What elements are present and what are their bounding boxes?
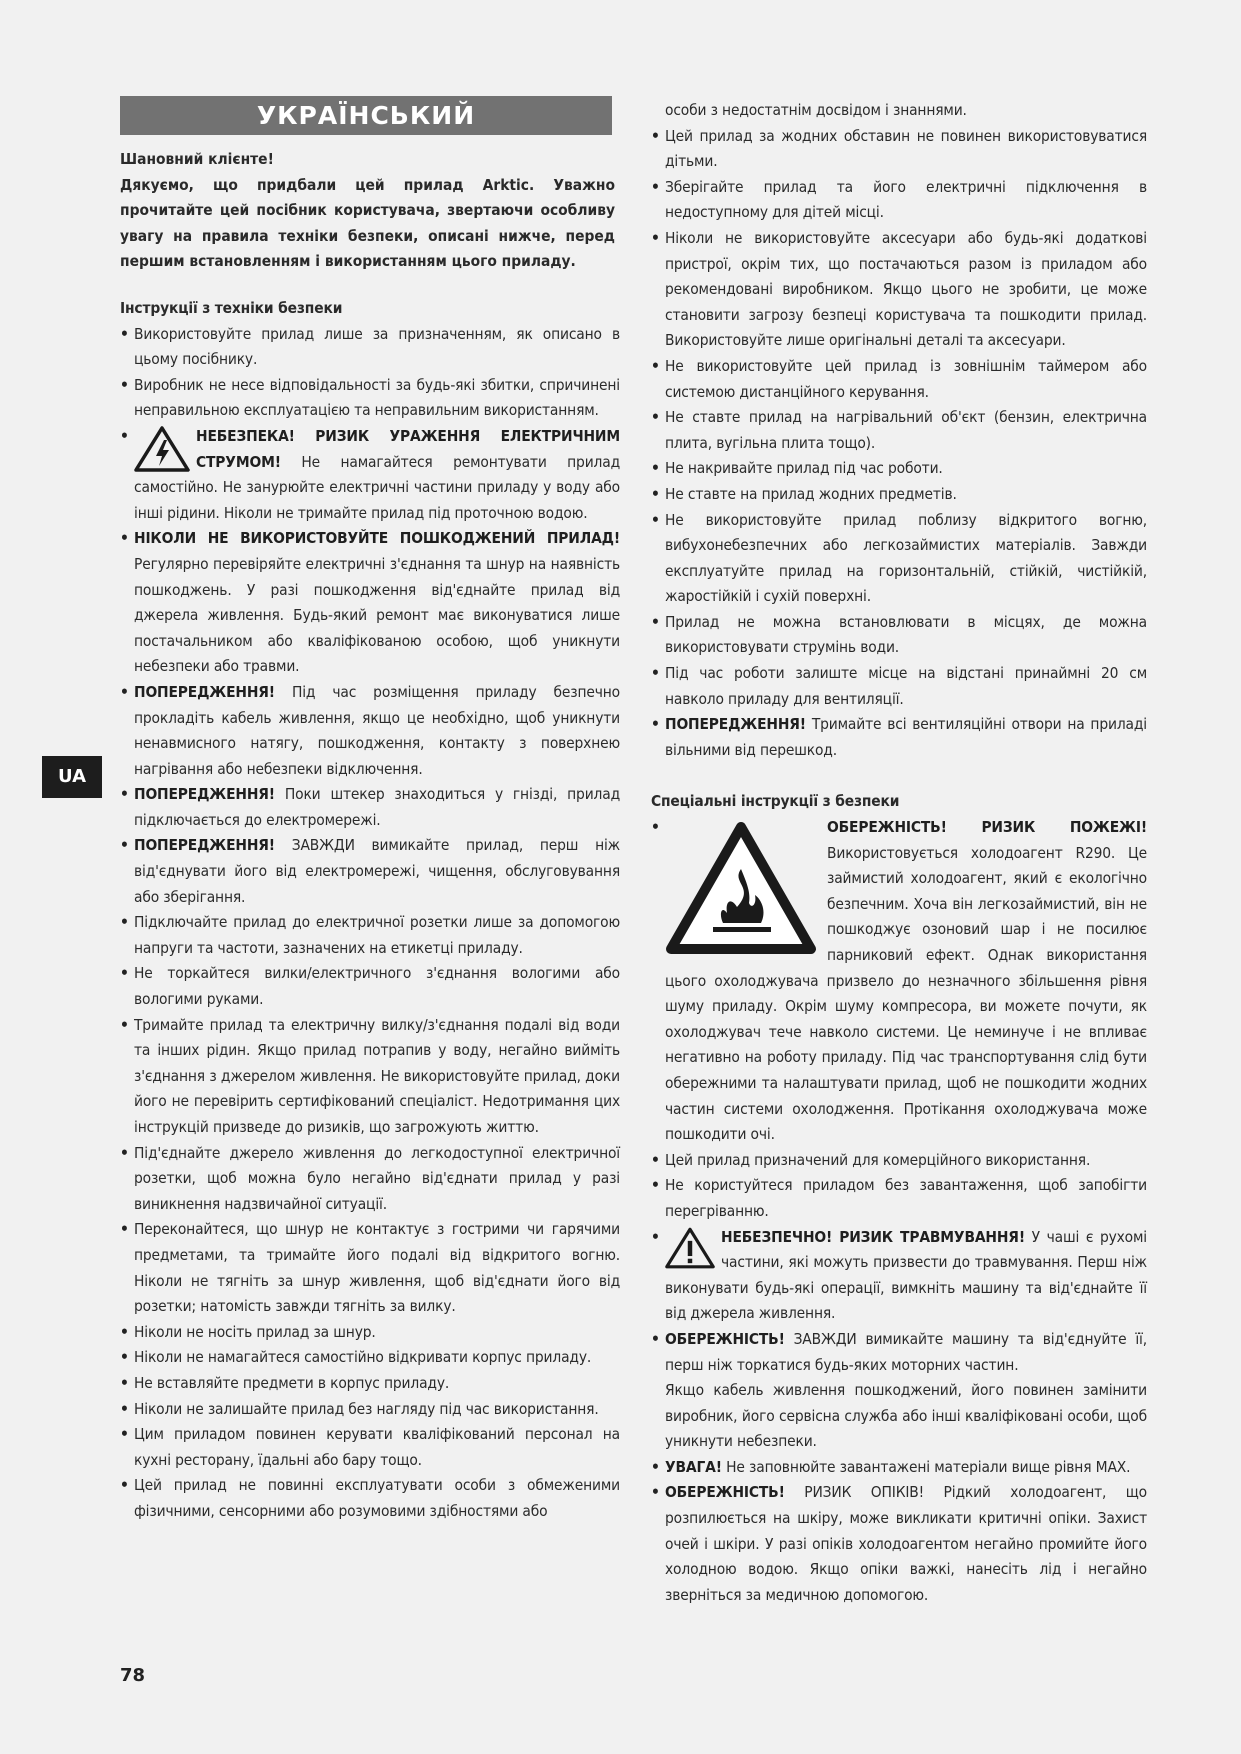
fire-warning-label: ОБЕРЕЖНІСТЬ! РИЗИК ПОЖЕЖІ! xyxy=(827,818,1147,837)
right-safety-list xyxy=(651,124,1147,764)
salutation: Шановний клієнте! xyxy=(120,150,274,168)
page-title: УКРАЇНСЬКИЙ xyxy=(120,96,612,135)
greeting-block xyxy=(120,147,615,275)
flammable-warning-icon xyxy=(665,821,817,956)
list-item: • Тримайте прилад та електричну вилку/з'єднання подалі від води та інших рідин. Якщо прилад потрапив у воду, негайно вийміть з'єднання з джерелом живлення. Не використовуйте прилад, доки його не перевірить сертифікований спеціаліст. Недотримання цих інструкцій призведе до ризиків, що загрожують життю. xyxy=(120,1013,620,1141)
list-item: • Не користуйтеся приладом без завантаження, щоб запобігти перегріванню. xyxy=(651,1173,1147,1224)
list-item: • Не торкайтеся вилки/електричного з'єднання вологими або вологими руками. xyxy=(120,961,620,1012)
attention-label: УВАГА! xyxy=(665,1457,722,1476)
warning-text: ЗАВЖДИ вимикайте прилад, перш ніж від'єднувати його від електромережі, чищення, обслуговування або зберігання. xyxy=(134,836,620,906)
list-item: • Під час роботи залиште місце на відстані принаймні 20 см навколо приладу для вентиляції. xyxy=(651,661,1147,712)
list-item: • Цим приладом повинен керувати кваліфікований персонал на кухні ресторану, їдальні або бару тощо. xyxy=(120,1422,620,1473)
list-item: • Не накривайте прилад під час роботи. xyxy=(651,456,1147,482)
list-item xyxy=(651,815,1147,1148)
list-item xyxy=(120,782,620,833)
special-title: Спеціальні інструкції з безпеки xyxy=(651,792,900,811)
list-item xyxy=(120,526,620,680)
right-column xyxy=(651,98,1147,1608)
list-item: • Не ставте прилад на нагрівальний об'єкт (бензин, електрична плита, вугільна плита тощо). xyxy=(651,405,1147,456)
list-item xyxy=(651,1455,1147,1481)
list-item: • Не використовуйте прилад поблизу відкритого вогню, вибухонебезпечних або легкозаймистих матеріалів. Завжди експлуатуйте прилад на горизонтальній, стійкій, чистійкій, жаростійкій і сухій поверхні. xyxy=(651,508,1147,610)
list-item: • Ніколи не залишайте прилад без нагляду під час використання. xyxy=(120,1397,620,1423)
list-item xyxy=(651,1327,1147,1378)
list-item: • Зберігайте прилад та його електричні підключення в недоступному для дітей місці. xyxy=(651,175,1147,226)
safety-title: Інструкції з техніки безпеки xyxy=(120,299,343,317)
list-item: • Ніколи не намагайтеся самостійно відкривати корпус приладу. xyxy=(120,1345,620,1371)
warning-text: Поки штекер знаходиться у гнізді, прилад підключається до електромережі. xyxy=(134,785,620,829)
safety-list xyxy=(120,322,620,1525)
language-tab: UA xyxy=(42,756,102,798)
warning-text: Під час розміщення приладу безпечно прокладіть кабель живлення, якщо це необхідно, щоб уникнути ненавмисного натягу, пошкодження, контакту з поверхнею нагрівання або небезпеки відключення. xyxy=(134,682,620,778)
list-item: • Підключайте прилад до електричної розетки лише за допомогою напруги та частоти, зазначених на етикетці приладу. xyxy=(120,910,620,961)
list-item xyxy=(120,680,620,782)
final-list xyxy=(651,1455,1147,1609)
warning-label: НЕБЕЗПЕКА! РИЗИК УРАЖЕННЯ ЕЛЕКТРИЧНИМ СТРУМОМ! xyxy=(196,426,620,471)
list-item: • Переконайтеся, що шнур не контактує з гострими чи гарячими предметами, та тримайте його подалі від відкритого вогню. Ніколи не тягніть за шнур живлення, щоб від'єднати його від розетки; натомість завжди тягніть за вилку. xyxy=(120,1217,620,1319)
intro-paragraph: Дякуємо, що придбали цей прилад Arktic. Уважно прочитайте цей посібник користувача, звертаючи особливу увагу на правила техніки безпеки, описані нижче, перед першим встановленням і використанням цього приладу. xyxy=(120,175,615,271)
list-item xyxy=(651,1480,1147,1608)
warning-text: Тримайте всі вентиляційні отвори на приладі вільними від перешкод. xyxy=(665,715,1147,759)
list-item xyxy=(120,424,620,526)
caution-text: ЗАВЖДИ вимикайте машину та від'єднуйте її, перш ніж торкатися будь-яких моторних частин. xyxy=(665,1329,1147,1374)
warning-label: ПОПЕРЕДЖЕННЯ! xyxy=(134,785,275,804)
warning-label: ПОПЕРЕДЖЕННЯ! xyxy=(134,836,275,855)
list-item: • Не вставляйте предмети в корпус приладу. xyxy=(120,1371,620,1397)
warning-label: НІКОЛИ НЕ ВИКОРИСТОВУЙТЕ ПОШКОДЖЕНИЙ ПРИЛАД! xyxy=(134,529,620,548)
caution-label: ОБЕРЕЖНІСТЬ! xyxy=(665,1483,785,1502)
list-item: • Цей прилад за жодних обставин не повинен використовуватися дітьми. xyxy=(651,124,1147,175)
warning-text: Регулярно перевіряйте електричні з'єднання та шнур на наявність пошкоджень. У разі пошкодження від'єднайте прилад від джерела живлення. Будь-який ремонт має виконуватися лише постачальником або кваліфікованою особою, щоб уникнути небезпеки або травми. xyxy=(134,554,620,676)
list-item: • Прилад не можна встановлювати в місцях, де можна використовувати струмінь води. xyxy=(651,610,1147,661)
warning-text: Не намагайтеся ремонтувати прилад самостійно. Не занурюйте електричні частини приладу у воду або інші рідини. Ніколи не тримайте прилад під проточною водою. xyxy=(134,452,620,522)
left-column xyxy=(120,296,620,1525)
page-number: 78 xyxy=(120,1665,146,1686)
caution-label: ОБЕРЕЖНІСТЬ! xyxy=(665,1329,785,1348)
injury-warning-label: НЕБЕЗПЕЧНО! РИЗИК ТРАВМУВАННЯ! xyxy=(721,1227,1025,1246)
attention-text: Не заповнюйте завантажені матеріали вище рівня MAX. xyxy=(721,1457,1131,1476)
list-item xyxy=(651,1225,1147,1327)
list-item xyxy=(651,712,1147,763)
caution-icon xyxy=(665,1227,715,1269)
continuation-text: особи з недостатнім досвідом і знаннями. xyxy=(665,101,967,119)
list-item: • Ніколи не використовуйте аксесуари або будь-які додаткові пристрої, окрім тих, що постачаються разом із приладом або рекомендовані виробником. Якщо цього не зробити, це може становити загрозу безпеці користувача та пошкодити прилад. Використовуйте лише оригінальні деталі та аксесуари. xyxy=(651,226,1147,354)
warning-label: ПОПЕРЕДЖЕННЯ! xyxy=(134,682,275,701)
list-item: • Використовуйте прилад лише за призначенням, як описано в цьому посібнику. xyxy=(120,322,620,373)
list-item: • Виробник не несе відповідальності за будь-які збитки, спричинені неправильною експлуатацією та неправильним використанням. xyxy=(120,373,620,424)
cable-note: Якщо кабель живлення пошкоджений, його повинен замінити виробник, його сервісна служба або інші кваліфіковані особи, щоб уникнути небезпеки. xyxy=(665,1381,1147,1451)
injury-warning-text: У чаші є рухомі частини, які можуть призвести до травмування. Перш ніж виконувати будь-які операції, вимкніть машину та від'єднайте її від джерела живлення. xyxy=(665,1227,1147,1323)
list-item: • Не ставте на прилад жодних предметів. xyxy=(651,482,1147,508)
warning-label: ПОПЕРЕДЖЕННЯ! xyxy=(665,715,806,734)
caution-text: РИЗИК ОПІКІВ! Рідкий холодоагент, що розпилюється на шкіру, може викликати критичні опіки. Захист очей і шкіри. У разі опіків холодоагентом негайно промийте його холодною водою. Якщо опіки важкі, нанесіть лід і негайно зверніться за медичною допомогою. xyxy=(665,1483,1147,1604)
list-item: • Цей прилад призначений для комерційного використання. xyxy=(651,1148,1147,1174)
special-list xyxy=(651,815,1147,1378)
list-item: • Не використовуйте цей прилад із зовнішнім таймером або системою дистанційного керування. xyxy=(651,354,1147,405)
list-item: • Ніколи не носіть прилад за шнур. xyxy=(120,1320,620,1346)
electric-hazard-icon xyxy=(134,426,190,472)
list-item xyxy=(120,833,620,910)
fire-warning-text: Використовується холодоагент R290. Це займистий холодоагент, який є екологічно безпечним. Хоча він легкозаймистий, він не пошкоджує озоновий шар і не посилює парниковий ефект. Однак використання цього охолоджувача призвело до незначного збільшення рівня шуму приладу. Окрім шуму компресора, ви можете почути, як охолоджувач тече навколо системи. Це неминуче і не впливає негативно на роботу приладу. Під час транспортування слід бути обережними та налаштувати прилад, щоб не пошкодити жодних частин системи охолодження. Протікання охолоджувача може пошкодити очі. xyxy=(665,843,1147,1144)
list-item: • Під'єднайте джерело живлення до легкодоступної електричної розетки, щоб можна було негайно від'єднати прилад у разі виникнення надзвичайної ситуації. xyxy=(120,1141,620,1218)
list-item: • Цей прилад не повинні експлуатувати особи з обмеженими фізичними, сенсорними або розумовими здібностями або xyxy=(120,1473,620,1524)
